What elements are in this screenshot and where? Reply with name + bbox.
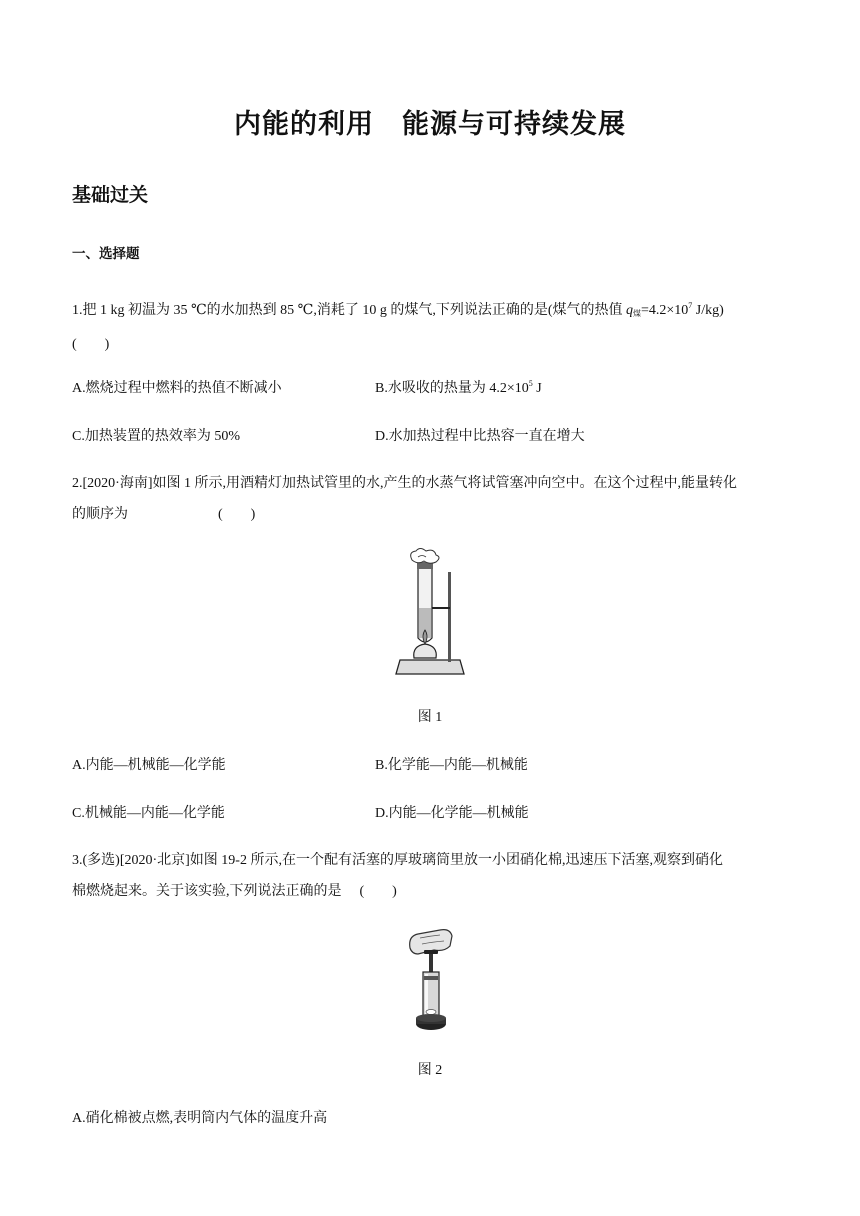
q1-option-b-unit: J xyxy=(532,381,542,396)
subsection-heading: 一、选择题 xyxy=(72,246,140,262)
q3-option-a: A.硝化棉被点燃,表明筒内气体的温度升高 xyxy=(72,1111,328,1126)
q1-option-b-exponent: 5 xyxy=(528,379,533,388)
q2-answer-paren: ( ) xyxy=(218,507,256,522)
q2-option-d: D.内能—化学能—机械能 xyxy=(375,806,529,821)
question-2-stem xyxy=(72,468,792,530)
figure-1-caption: 图 1 xyxy=(417,710,443,725)
q1-option-b xyxy=(375,377,542,397)
q1-option-c: C.加热装置的热效率为 50% xyxy=(72,429,240,444)
figure-2-image xyxy=(404,928,458,1034)
q2-option-b: B.化学能—内能—机械能 xyxy=(375,758,528,773)
q2-option-a: A.内能—机械能—化学能 xyxy=(72,758,226,773)
q2-stem-line2: 的顺序为 xyxy=(72,507,128,522)
q2-stem-line1: 2.[2020·海南]如图 1 所示,用酒精灯加热试管里的水,产生的水蒸气将试管塞冲向空中。在这个过程中,能量转化 xyxy=(72,476,737,491)
q3-answer-paren: ( ) xyxy=(359,884,397,899)
page-title: 内能的利用 能源与可持续发展 xyxy=(234,109,626,140)
q2-option-c: C.机械能—内能—化学能 xyxy=(72,806,225,821)
question-1-stem xyxy=(72,290,792,360)
q1-stem-text: 1.把 1 kg 初温为 35 ℃的水加热到 85 ℃,消耗了 10 g 的煤气,下列说法正确的是(煤气的热值 xyxy=(72,303,626,318)
q3-stem-line2: 棉燃烧起来。关于该实验,下列说法正确的是 xyxy=(72,884,342,899)
q1-q-subscript: 煤 xyxy=(632,309,641,318)
question-3-stem xyxy=(72,845,792,907)
q1-q-exponent: 7 xyxy=(688,301,693,310)
q1-q-unit: J/kg) xyxy=(692,303,724,318)
q1-option-d: D.水加热过程中比热容一直在增大 xyxy=(375,429,585,444)
q1-option-b-text: B.水吸收的热量为 4.2×10 xyxy=(375,381,529,396)
q1-answer-paren: ( ) xyxy=(72,337,110,352)
section-heading: 基础过关 xyxy=(72,184,149,206)
figure-2-caption: 图 2 xyxy=(417,1063,443,1078)
q1-q-symbol: q xyxy=(625,303,633,318)
q1-option-a: A.燃烧过程中燃料的热值不断减小 xyxy=(72,381,282,396)
q3-stem-line1: 3.(多选)[2020·北京]如图 19-2 所示,在一个配有活塞的厚玻璃筒里放一小团硝化棉,迅速压下活塞,观察到硝化 xyxy=(72,853,723,868)
q1-q-value: =4.2×10 xyxy=(640,303,689,318)
figure-1-image xyxy=(390,548,470,678)
